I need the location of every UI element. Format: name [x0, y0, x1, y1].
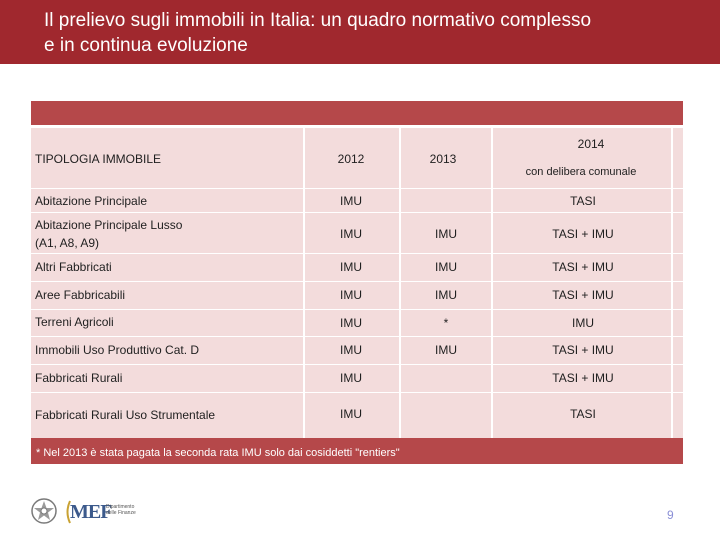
mef-logo-text: MEF [70, 501, 112, 523]
row-7-2012: IMU [340, 371, 362, 385]
column-divider [303, 128, 305, 438]
row-4-2014: TASI + IMU [552, 288, 614, 302]
footnote-text: * Nel 2013 è stata pagata la seconda rata IMU solo dai cosiddetti "rentiers" [36, 447, 400, 459]
row-8-2012: IMU [340, 407, 362, 421]
header-2013: 2013 [429, 152, 457, 166]
row-divider [31, 336, 683, 337]
row-3-2012: IMU [340, 260, 362, 274]
header-2014: 2014 [577, 137, 605, 151]
column-divider [491, 128, 493, 438]
row-divider [31, 188, 683, 189]
row-6-type: Immobili Uso Produttivo Cat. D [35, 343, 200, 357]
row-3-type: Altri Fabbricati [35, 260, 112, 274]
row-1-type: Abitazione Principale [35, 194, 148, 208]
row-1-2014: TASI [570, 194, 596, 208]
row-2-2012: IMU [340, 227, 362, 241]
header-2012: 2012 [337, 152, 365, 166]
row-2-type-line-2: (A1, A8, A9) [35, 236, 100, 250]
row-divider [31, 364, 683, 365]
row-3-2014: TASI + IMU [552, 260, 614, 274]
row-4-type: Aree Fabbricabili [35, 288, 126, 302]
slide-title-line-1: Il prelievo sugli immobili in Italia: un quadro normativo complesso [44, 10, 592, 31]
row-5-type: Terreni Agricoli [35, 315, 114, 329]
mef-logo [64, 497, 144, 527]
row-4-2012: IMU [340, 288, 362, 302]
row-6-2012: IMU [340, 343, 362, 357]
row-4-2013: IMU [435, 288, 457, 302]
column-divider [399, 128, 401, 438]
row-8-2014: TASI [570, 407, 596, 421]
row-5-2013: * [443, 316, 449, 330]
row-5-2014: IMU [572, 316, 594, 330]
row-divider [31, 212, 683, 213]
header-tipologia: TIPOLOGIA IMMOBILE [35, 152, 162, 166]
page-number: 9 [667, 508, 674, 522]
row-divider [31, 392, 683, 393]
header-2014-sub: con delibera comunale [525, 166, 637, 178]
tax-table [31, 128, 683, 464]
row-2-2013: IMU [435, 227, 457, 241]
table-top-band [31, 101, 683, 125]
row-7-2014: TASI + IMU [552, 371, 614, 385]
column-divider [671, 128, 673, 438]
italian-republic-emblem-icon [28, 496, 60, 526]
title-bar [0, 0, 720, 64]
row-8-type: Fabbricati Rurali Uso Strumentale [35, 408, 216, 422]
row-6-2013: IMU [435, 343, 457, 357]
row-2-2014: TASI + IMU [552, 227, 614, 241]
mef-logo-subtitle-line-2: delle Finanze [106, 510, 136, 516]
row-3-2013: IMU [435, 260, 457, 274]
slide-title-line-2: e in continua evoluzione [44, 35, 248, 56]
row-1-2012: IMU [340, 194, 362, 208]
row-divider [31, 281, 683, 282]
row-5-2012: IMU [340, 316, 362, 330]
footnote-row [31, 438, 683, 464]
slide-title [44, 8, 704, 58]
row-divider [31, 253, 683, 254]
mef-logo-subtitle-line-1: Dipartimento [106, 504, 135, 510]
mef-logo-subtitle [106, 504, 136, 516]
row-2-type-line-1: Abitazione Principale Lusso [35, 218, 183, 232]
row-7-type: Fabbricati Rurali [35, 371, 123, 385]
row-divider [31, 309, 683, 310]
row-6-2014: TASI + IMU [552, 343, 614, 357]
